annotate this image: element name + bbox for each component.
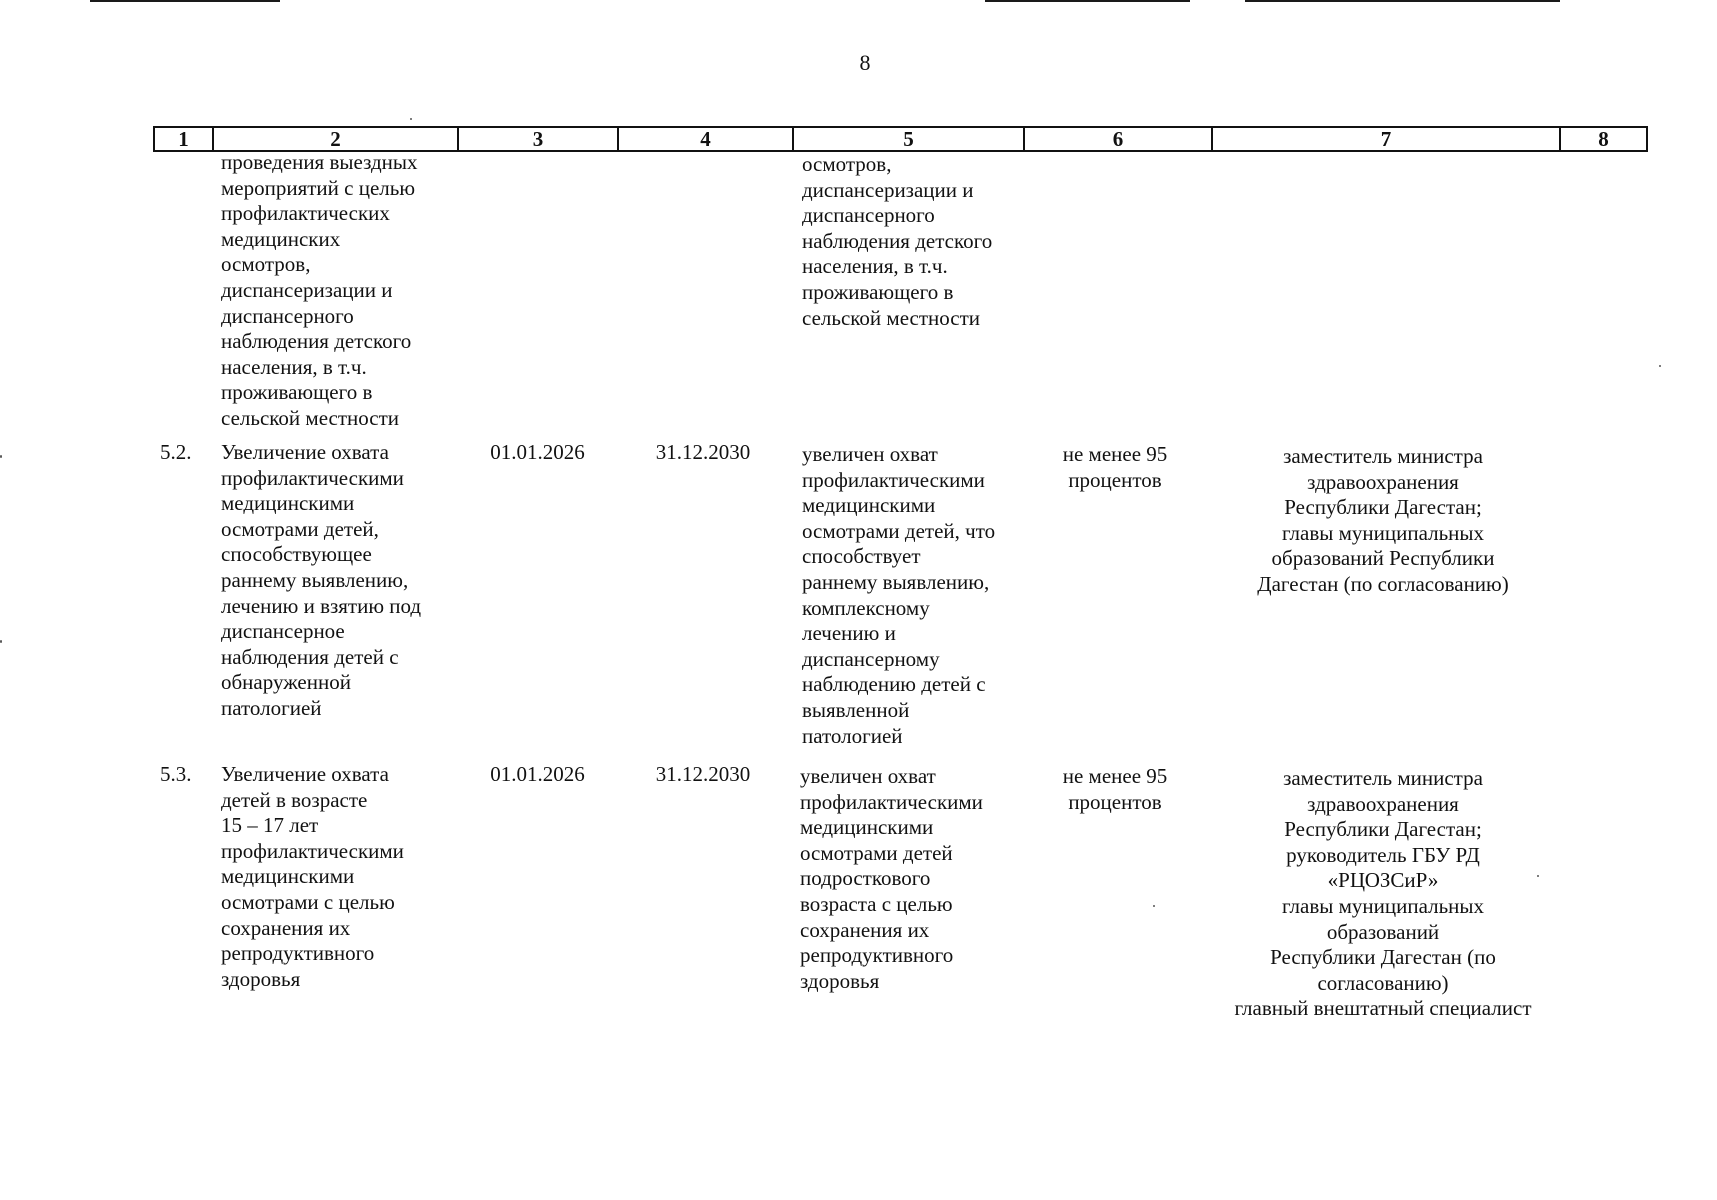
header-col-7: 7 bbox=[1213, 128, 1561, 150]
row-5-3-measure: Увеличение охвата детей в возрасте 15 – 17 лет профилактическими медицинскими осмотрами с целью сохранения их репродуктивного здоровья bbox=[221, 762, 404, 991]
row-5-2-result: увеличен охват профилактическими медицинскими осмотрами детей, что способствует раннему выявлению, комплексному лечению и диспансерному наблюдению детей с выявленной патологией bbox=[802, 442, 996, 748]
page-number: 8 bbox=[859, 50, 871, 75]
header-col-6: 6 bbox=[1025, 128, 1213, 150]
row-5-3-start-date: 01.01.2026 bbox=[490, 762, 585, 786]
scan-speck bbox=[1153, 905, 1155, 907]
row-5-3-result: увеличен охват профилактическими медицинскими осмотрами детей подросткового возраста с целью сохранения их репродуктивного здоровья bbox=[800, 764, 983, 993]
scan-speck bbox=[0, 455, 2, 458]
scan-speck bbox=[1659, 365, 1661, 367]
row-5-3-responsible: заместитель министра здравоохранения Республики Дагестан; руководитель ГБУ РД «РЦОЗСиР» главы муниципальных образований Республики Дагестан (по согласованию) главный внештатный специалист bbox=[1234, 766, 1532, 1021]
row-5-2-end-date: 31.12.2030 bbox=[655, 440, 751, 464]
scan-speck bbox=[410, 118, 412, 120]
header-col-2: 2 bbox=[214, 128, 459, 150]
scan-speck bbox=[0, 640, 2, 643]
header-col-3: 3 bbox=[459, 128, 619, 150]
header-col-8: 8 bbox=[1598, 127, 1609, 151]
table-header-row bbox=[153, 126, 1648, 152]
scan-speck bbox=[1537, 875, 1539, 877]
row-5-2-indicator: не менее 95 процентов bbox=[1062, 442, 1168, 492]
header-col-4: 4 bbox=[619, 128, 794, 150]
row-5-2-number: 5.2. bbox=[160, 440, 192, 464]
header-col-5: 5 bbox=[794, 128, 1025, 150]
scan-edge-line bbox=[90, 0, 280, 2]
row-5-2-start-date: 01.01.2026 bbox=[490, 440, 585, 464]
scan-edge-line bbox=[985, 0, 1190, 2]
row-5-3-end-date: 31.12.2030 bbox=[655, 762, 751, 786]
row-5-2-responsible: заместитель министра здравоохранения Республики Дагестан; главы муниципальных образований Республики Дагестан (по согласованию) bbox=[1257, 444, 1509, 596]
row-5-3-number: 5.3. bbox=[160, 762, 192, 786]
scan-edge-line bbox=[1245, 0, 1560, 2]
row-5-3-indicator: не менее 95 процентов bbox=[1062, 764, 1168, 814]
header-col-1: 1 bbox=[155, 128, 214, 150]
continuation-result: осмотров, диспансеризации и диспансерного наблюдения детского населения, в т.ч. проживающего в сельской местности bbox=[802, 152, 993, 330]
row-5-2-measure: Увеличение охвата профилактическими медицинскими осмотрами детей, способствующее раннему выявлению, лечению и взятию под диспансерное наблюдения детей с обнаруженной патологией bbox=[221, 440, 422, 720]
continuation-measure: проведения выездных мероприятий с целью профилактических медицинских осмотров, диспансеризации и диспансерного наблюдения детского населения, в т.ч. проживающего в сельской местности bbox=[221, 150, 418, 430]
